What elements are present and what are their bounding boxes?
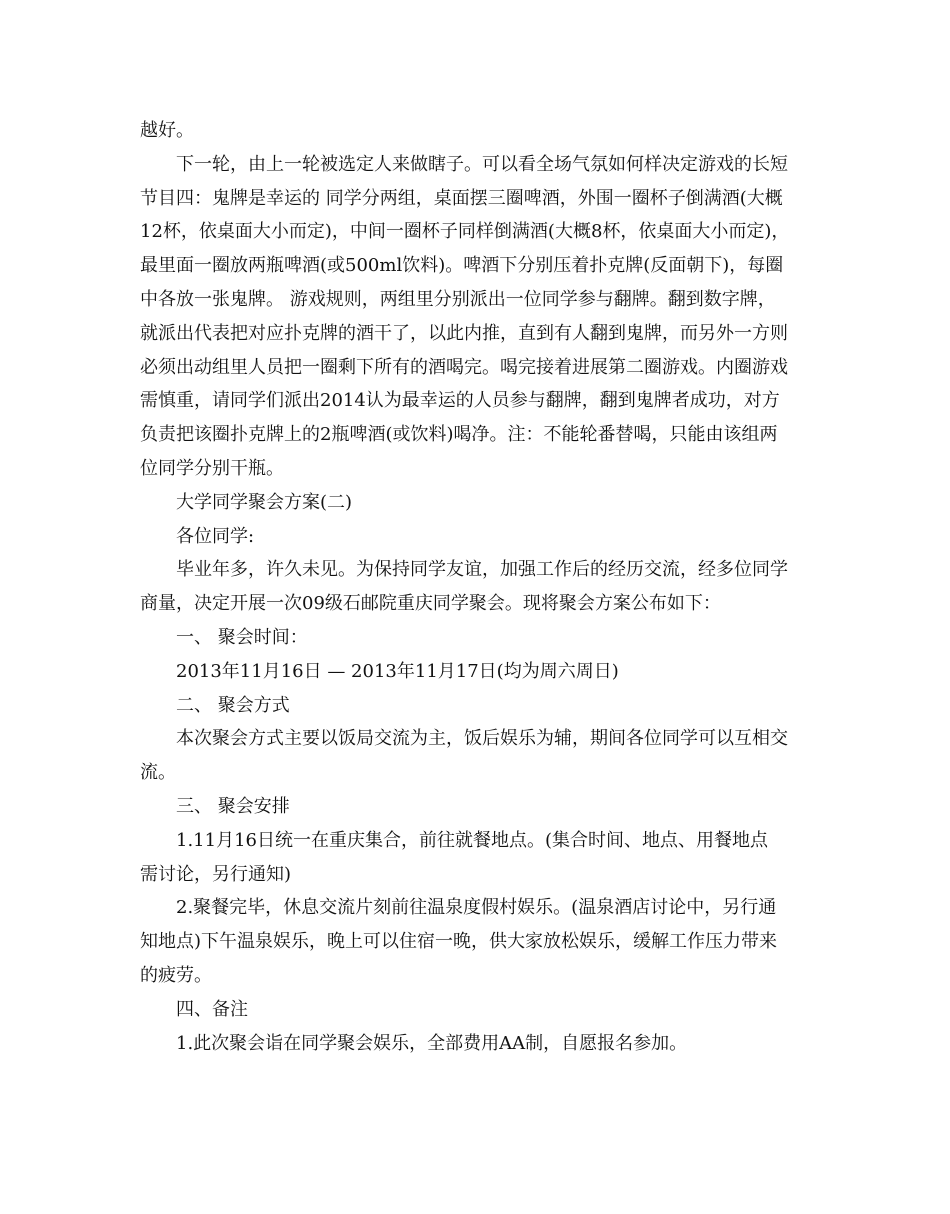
text-line: 知地点)下午温泉娱乐，晚上可以住宿一晚，供大家放松娱乐，缓解工作压力带来: [140, 931, 778, 953]
text-line: 四、备注: [176, 998, 248, 1020]
text-line: 就派出代表把对应扑克牌的酒干了，以此内推，直到有人翻到鬼牌，而另外一方则: [140, 322, 788, 344]
text-line: 的疲劳。: [140, 964, 212, 986]
text-line: 中各放一张鬼牌。 游戏规则，两组里分别派出一位同学参与翻牌。翻到数字牌，: [140, 288, 776, 310]
text-line: 本次聚会方式主要以饭局交流为主，饭后娱乐为辅，期间各位同学可以互相交: [176, 728, 788, 750]
text-line: 一、 聚会时间：: [176, 626, 308, 648]
text-line: 最里面一圈放两瓶啤酒(或500ml饮料)。啤酒下分别压着扑克牌(反面朝下)，每圈: [140, 255, 784, 277]
text-line: 商量，决定开展一次09级石邮院重庆同学聚会。现将聚会方案公布如下：: [140, 593, 721, 615]
text-line: 必须出动组里人员把一圈剩下所有的酒喝完。喝完接着进展第二圈游戏。内圈游戏: [140, 356, 788, 378]
text-line: 1.此次聚会诣在同学聚会娱乐，全部费用AA制，自愿报名参加。: [176, 1032, 688, 1054]
text-line: 越好。: [140, 120, 194, 141]
text-line: 12杯，依桌面大小而定)，中间一圈杯子同样倒满酒(大概8杯，依桌面大小而定)，: [140, 221, 790, 243]
text-line: 节目四：鬼牌是幸运的 同学分两组，桌面摆三圈啤酒，外围一圈杯子倒满酒(大概: [140, 187, 783, 209]
text-line: 1.11月16日统一在重庆集合，前往就餐地点。(集合时间、地点、用餐地点: [176, 829, 769, 851]
text-line: 负责把该圈扑克牌上的2瓶啤酒(或饮料)喝净。注：不能轮番替喝，只能由该组两: [140, 424, 778, 446]
text-line: 2.聚餐完毕，休息交流片刻前往温泉度假村娱乐。(温泉酒店讨论中，另行通: [176, 897, 777, 919]
text-line: 下一轮，由上一轮被选定人来做瞎子。可以看全场气氛如何样决定游戏的长短: [176, 153, 788, 175]
text-line: 毕业年多，许久未见。为保持同学友谊，加强工作后的经历交流，经多位同学: [176, 559, 788, 581]
document-body: [140, 114, 820, 1060]
text-line: 2013年11月16日 — 2013年11月17日(均为周六周日): [176, 660, 619, 682]
text-line: 三、 聚会安排: [176, 795, 290, 817]
text-line: 大学同学聚会方案(二): [176, 491, 353, 513]
text-line: 各位同学:: [176, 525, 255, 547]
text-line: 需讨论，另行通知): [140, 863, 292, 885]
text-line: 需慎重，请同学们派出2014认为最幸运的人员参与翻牌，翻到鬼牌者成功，对方: [140, 390, 780, 412]
text-line: 位同学分别干瓶。: [140, 457, 284, 479]
text-line: 二、 聚会方式: [176, 694, 290, 716]
text-line: 流。: [140, 762, 176, 784]
